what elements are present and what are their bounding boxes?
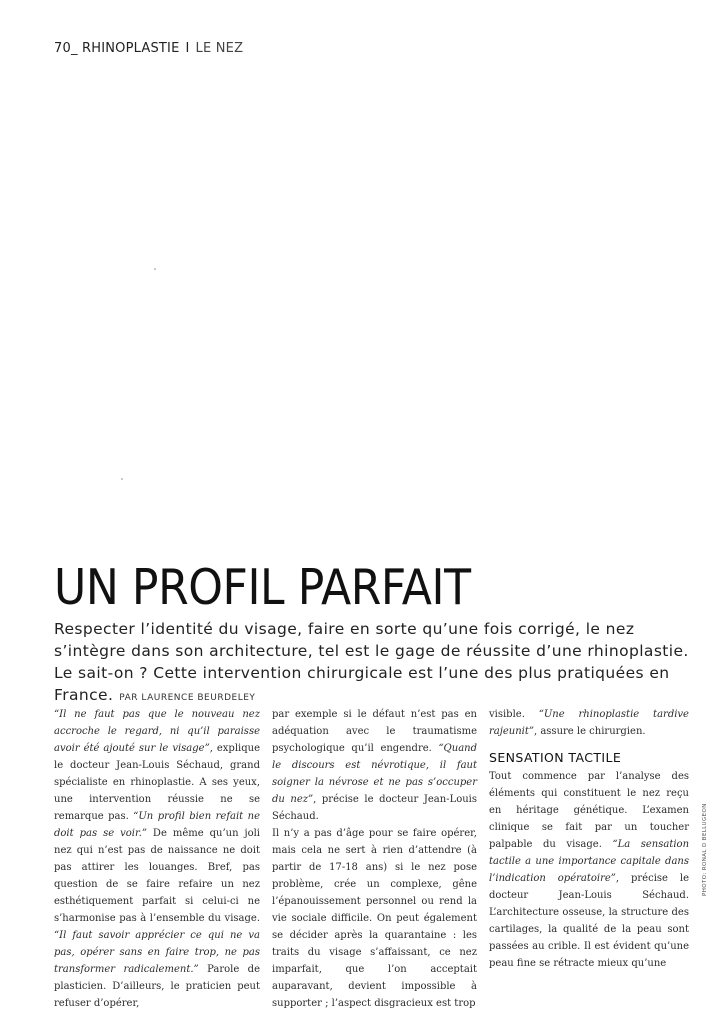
section-subhead: SENSATION TACTILE	[489, 750, 622, 765]
body-text: Tout commence par l’analyse des éléments qui constituent le nez reçu en héritage génétique. L’examen clinique se fait par un toucher palpable du visage.	[489, 771, 689, 850]
paragraph	[489, 706, 689, 740]
quote: “Il faut savoir apprécier ce qui ne va pas, opérer sans en faire trop, ne pas transformer radicalement.”	[54, 930, 260, 975]
section-name: _ RHINOPLASTIE	[70, 41, 180, 56]
body-text: visible.	[489, 709, 539, 720]
standfirst-text: Respecter l’identité du visage, faire en sorte qu’une fois corrigé, le nez s’intègre dans son architecture, tel est le gage de réussite d’une rhinoplastie. Le sait-on ? Cette intervention chirurgicale est l’une des plus pratiquées en France.	[54, 620, 689, 704]
text-column-3	[489, 706, 689, 972]
text-column-2	[272, 706, 477, 1012]
text-column-1	[54, 706, 260, 1012]
quote: “Une rhinoplastie tardive rajeunit”	[489, 709, 689, 737]
paragraph: Il n’y a pas d’âge pour se faire opérer, mais cela ne sert à rien d’attendre (à partir de 17-18 ans) si le nez pose problème, crée un complexe, gêne l’épanouissement personnel ou rend la vie sociale difficile. On peut également se décider après la quarantaine : les traits du visage s’affaissant, ce nez imparfait, que l’on acceptait auparavant, devient impossible à supporter ; l’aspect disgracieux est trop	[272, 828, 477, 1009]
scan-speck	[121, 478, 123, 480]
quote: “Il ne faut pas que le nouveau nez accroche le regard, ni qu’il paraisse avoir été ajouté sur le visage”	[54, 709, 260, 754]
page-number: 70	[54, 41, 71, 56]
quote: “Un profil bien refait ne doit pas se voir.”	[54, 811, 260, 839]
running-header	[54, 41, 243, 56]
scan-speck	[154, 268, 156, 270]
body-text: Parole de plasticien. D’ailleurs, le praticien peut refuser d’opérer,	[54, 964, 260, 1009]
article-title: UN PROFIL PARFAIT	[54, 559, 471, 616]
body-text: , assure le chirurgien.	[533, 726, 646, 737]
body-text: par exemple si le défaut n’est pas en adéquation avec le traumatisme psychologique qu’il engendre.	[272, 709, 477, 754]
body-text: , explique le docteur Jean-Louis Séchaud, grand spécialiste en rhinoplastie. A ses yeux, une intervention réussie ne se remarque pas.	[54, 743, 260, 822]
body-text: , précise le docteur Jean-Louis Séchaud. L’architecture osseuse, la structure des cartilages, la qualité de la peau sont passées au crible. Il est évident qu’une peau fine se rétracte mieux qu’une	[489, 873, 689, 969]
photo-credit: PHOTO: RONAL D BELLUGEON	[702, 803, 708, 896]
article-byline: PAR LAURENCE BEURDELEY	[119, 693, 256, 703]
paragraph	[489, 768, 689, 972]
subsection-name: LE NEZ	[195, 41, 244, 56]
paragraph	[272, 706, 477, 825]
paragraph	[54, 706, 260, 1012]
body-text: De même qu’un joli nez qui n’est pas de naissance ne doit pas attirer les louanges. Bref, pas question de se faire refaire un nez esthétiquement parfait si celui-ci ne s’harmonise pas à l’ensemble du visage.	[54, 828, 261, 924]
quote: “Quand le discours est névrotique, il faut soigner la névrose et ne pas s’occuper du nez”	[272, 743, 477, 805]
header-separator: I	[185, 41, 190, 56]
article-standfirst	[54, 618, 694, 709]
body-text: , précise le docteur Jean-Louis Séchaud.	[272, 794, 477, 822]
quote: “La sensation tactile a une importance capitale dans l’indication opératoire”	[489, 839, 690, 884]
